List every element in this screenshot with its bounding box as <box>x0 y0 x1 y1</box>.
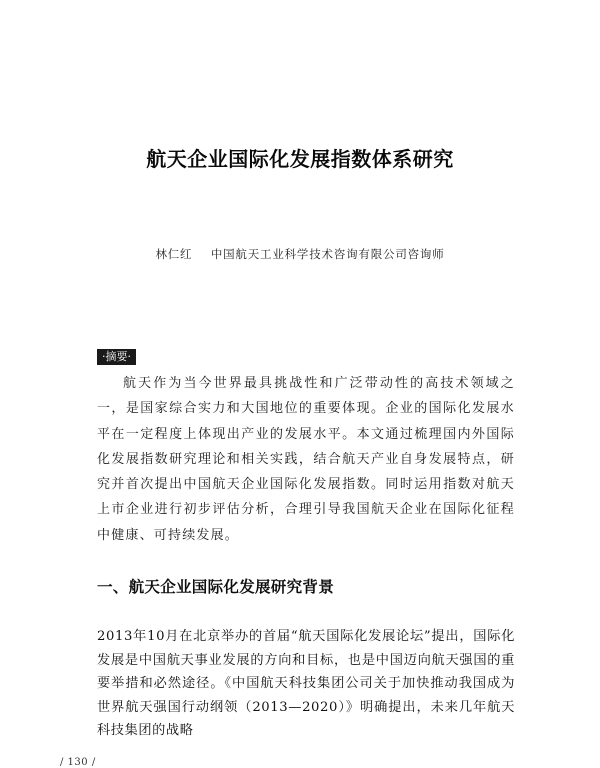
author-name: 林仁红 <box>155 247 193 261</box>
abstract-label: ·摘要· <box>97 349 136 365</box>
section-heading: 一、航天企业国际化发展研究背景 <box>97 578 335 596</box>
author-affiliation: 中国航天工业科学技术咨询有限公司咨询师 <box>210 247 445 261</box>
paper-title: 航天企业国际化发展指数体系研究 <box>146 147 454 171</box>
section-paragraph: 2013年10月在北京举办的首届“航天国际化发展论坛”提出，国际化发展是中国航天事业发展的方向和目标，也是中国迈向航天强国的重要举措和必然途径。《中国航天科技集团公司关于加快推动我国成为世界航天强国行动纲领（2013—2020）》明确提出，未来几年航天科技集团的战略 <box>97 629 515 739</box>
page-number: / 130 / <box>60 757 96 768</box>
abstract-paragraph: 航天作为当今世界最具挑战性和广泛带动性的高技术领域之一，是国家综合实力和大国地位的重要体现。企业的国际化发展水平在一定程度上体现出产业的发展水平。本文通过梳理国内外国际化发展指数研究理论和相关实践，结合航天产业自身发展特点，研究并首次提出中国航天企业国际化发展指数。同时运用指数对航天上市企业进行初步评估分析，合理引导我国航天企业在国际化征程中健康、可持续发展。 <box>97 376 515 543</box>
author-line <box>0 246 600 262</box>
